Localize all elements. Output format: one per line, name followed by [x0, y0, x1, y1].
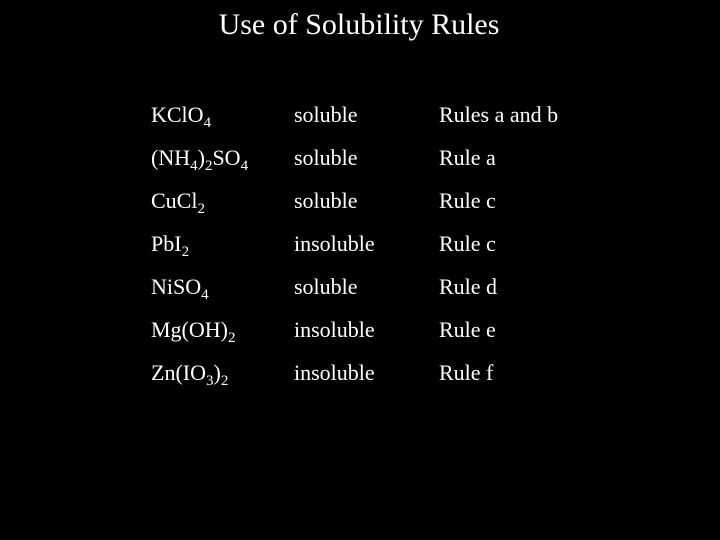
rule-reference: Rule e	[439, 317, 496, 342]
formula-text: CuCl	[151, 188, 198, 213]
solubility-value: soluble	[294, 102, 358, 127]
formula-subscript: 4	[203, 115, 212, 131]
rule-reference: Rules a and b	[439, 102, 559, 127]
compound-formula	[151, 356, 228, 390]
compound-formula	[151, 141, 248, 175]
rule-reference: Rule f	[439, 360, 494, 385]
formula-subscript: 4	[201, 287, 209, 303]
formula-text: )	[213, 360, 221, 385]
formula-subscript: 2	[228, 330, 236, 346]
formula-subscript: 4	[240, 158, 249, 174]
rule-reference: Rule c	[439, 188, 496, 213]
formula-text: PbI	[151, 231, 182, 256]
formula-text: Zn(IO	[151, 360, 206, 385]
formula-subscript: 2	[197, 201, 205, 217]
formula-text: KClO	[151, 102, 204, 127]
formula-subscript: 3	[205, 373, 214, 389]
formula-subscript: 2	[204, 158, 213, 174]
solubility-value: insoluble	[294, 231, 375, 256]
solubility-value: soluble	[294, 274, 358, 299]
formula-text: SO	[212, 145, 241, 170]
compound-formula	[151, 227, 189, 261]
formula-subscript: 2	[220, 373, 229, 389]
slide-title: Use of Solubility Rules	[218, 8, 500, 41]
solubility-value: insoluble	[294, 360, 375, 385]
rule-reference: Rule d	[439, 274, 498, 299]
formula-subscript: 2	[181, 244, 190, 260]
formula-text: Mg(OH)	[151, 317, 228, 342]
rule-reference: Rule c	[439, 231, 496, 256]
formula-subscript: 4	[190, 158, 198, 174]
compound-formula	[151, 184, 205, 218]
compound-formula	[151, 98, 211, 132]
compound-formula	[151, 313, 236, 347]
formula-text: (NH	[151, 145, 191, 170]
compound-formula	[151, 270, 209, 304]
formula-text: )	[197, 145, 205, 170]
formula-text: NiSO	[151, 274, 202, 299]
rule-reference: Rule a	[439, 145, 496, 170]
solubility-value: soluble	[294, 145, 358, 170]
solubility-value: soluble	[294, 188, 358, 213]
solubility-value: insoluble	[294, 317, 375, 342]
